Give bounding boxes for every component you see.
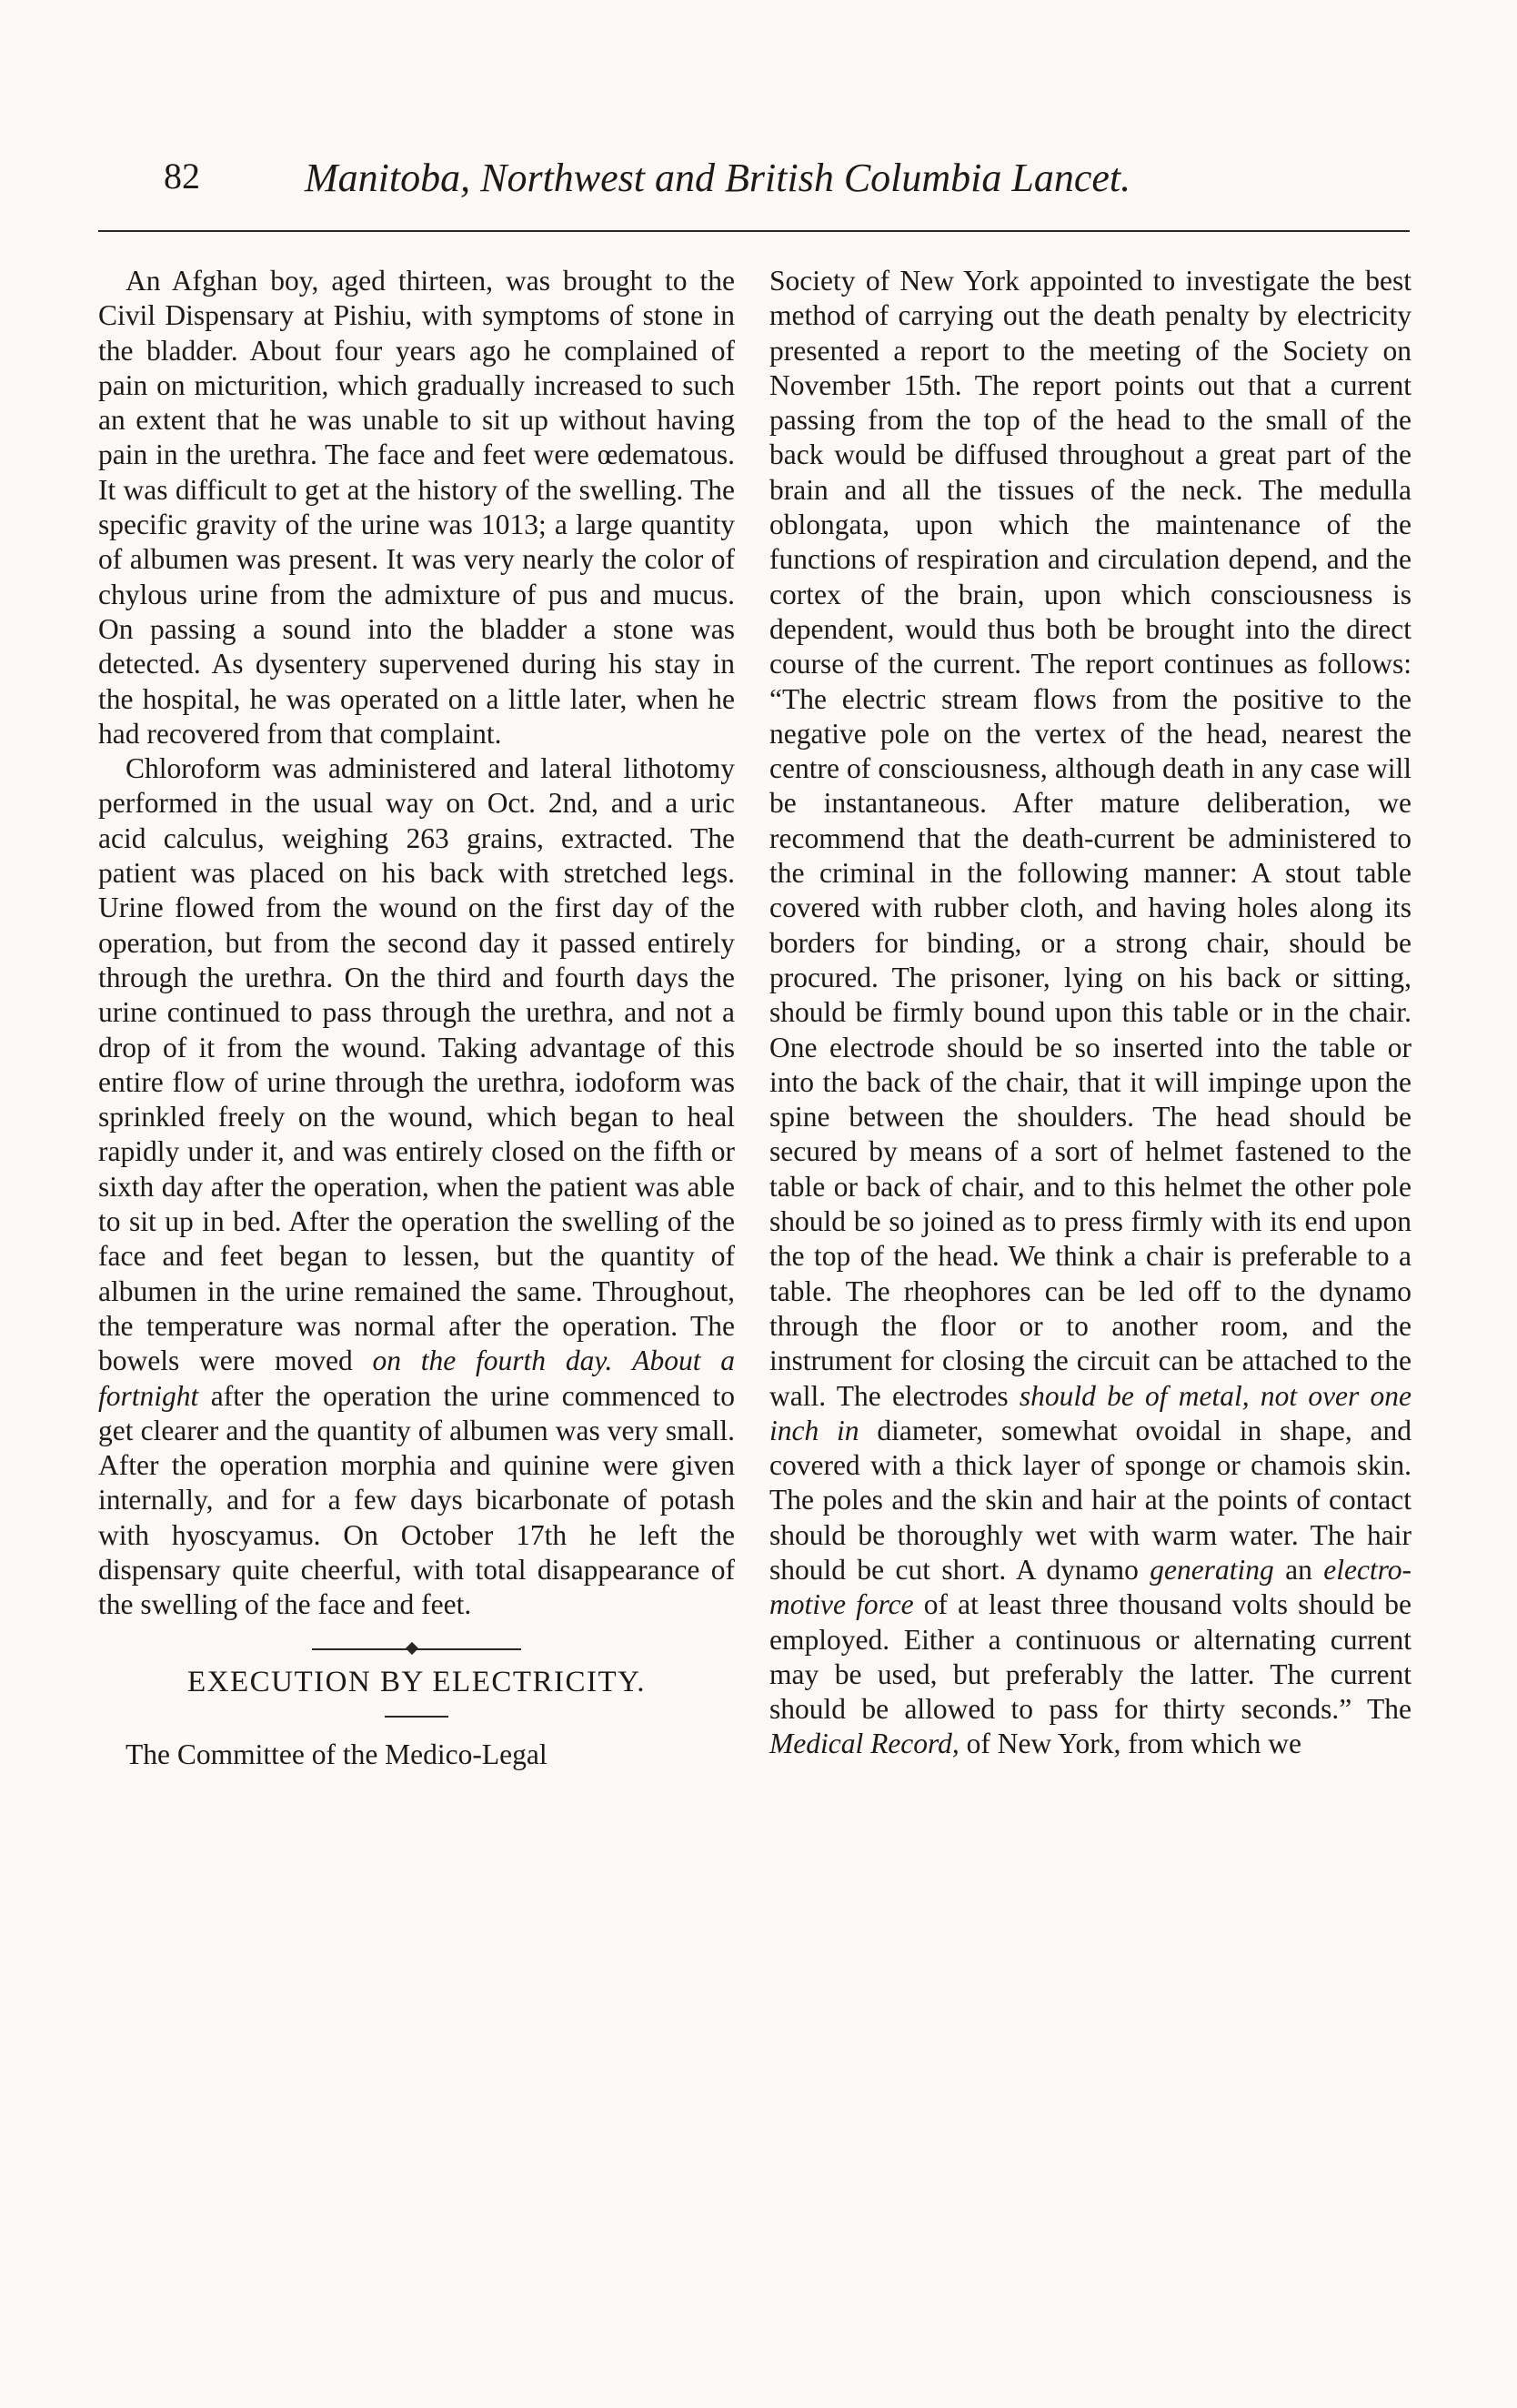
execution-text-3: an <box>1273 1553 1324 1586</box>
execution-italic-2: generating <box>1150 1553 1274 1586</box>
ornament-divider <box>312 1643 521 1656</box>
execution-text-5: of New York, from which we <box>959 1728 1301 1760</box>
medical-record-title: Medical Record, <box>769 1728 959 1760</box>
operation-italic-1: on the fourth day. <box>372 1345 613 1377</box>
section-heading: EXECUTION BY ELECTRICITY. <box>186 1665 647 1698</box>
header-rule <box>98 230 1410 232</box>
execution-italic-3: electro-motive force <box>769 1553 1412 1621</box>
execution-paragraph-continued <box>769 264 1412 1762</box>
execution-text-4: of at least three thousand volts should be employed. Either a continuous or alternating current may be used, but preferably the latter. The current should be allowed to pass for thirty seconds.” The <box>769 1588 1412 1726</box>
execution-text-2: diameter, somewhat ovoidal in shape, and covered with a thick layer of sponge or chamois skin. The poles and the skin and hair at the points of contact should be thoroughly wet with warm water. The hair should be cut short. A dynamo <box>769 1414 1412 1586</box>
running-title: Manitoba, Northwest and British Columbia Lancet. <box>305 156 1131 200</box>
operation-text-3: after the operation the urine commenced to get clearer and the quantity of albumen was very small. After the operation morphia and quinine were given internally, and for a few days bicarbonate of potash with hyoscyamus. On October 17th he left the dispensary quite cheerful, with total disappearance of the swelling of the face and feet. <box>98 1379 735 1621</box>
execution-paragraph-start: The Committee of the Medico-Legal <box>126 1738 548 1770</box>
operation-text-1: Chloroform was administered and lateral lithotomy performed in the usual way on Oct. 2nd, and a uric acid calculus, weighing 263 grains, extracted. The patient was placed on his back with stretched legs. Urine flowed from the wound on the first day of the operation, but from the second day it passed entirely through the urethra. On the third and fourth days the urine continued to pass through the urethra, and not a drop of it from the wound. Taking advantage of this entire flow of urine through the urethra, iodoform was sprinkled freely on the wound, which began to heal rapidly under it, and was entirely closed on the fifth or sixth day after the operation, when the patient was able to sit up in bed. After the operation the swelling of the face and feet began to lessen, but the quantity of albumen in the urine remained the same. Throughout, the temperature was normal after the operation. The bowels were moved <box>98 752 735 1377</box>
short-divider <box>385 1716 448 1718</box>
right-column <box>769 264 1412 1762</box>
execution-text-1: Society of New York appointed to investigate the best method of carrying out the death penalty by electricity presented a report to the meeting of the Society on November 15th. The report points out that a current passing from the top of the head to the small of the back would be diffused throughout a great part of the brain and all the tissues of the neck. The medulla oblongata, upon which the maintenance of the functions of respiration and circulation depend, and the cortex of the brain, upon which consciousness is dependent, would thus both be brought into the direct course of the current. The report continues as follows: “The electric stream flows from the positive to the negative pole on the vertex of the head, nearest the centre of consciousness, although death in any case will be instantaneous. After mature deliberation, we recommend that the death-current be administered to the criminal in the following manner: A stout table covered with rubber cloth, and having holes along its borders for binding, or a strong chair, should be procured. The prisoner, lying on his back or sitting, should be firmly bound upon this table or in the chair. One electrode should be so inserted into the table or into the back of the chair, that it will impinge upon the spine between the shoulders. The head should be secured by means of a sort of helmet fastened to the table or back of chair, and to this helmet the other pole should be so joined as to press firmly with its end upon the top of the head. We think a chair is preferable to a table. The rheophores can be led off to the dynamo through the floor or to another room, and the instrument for closing the circuit can be attached to the wall. The electrodes <box>769 265 1412 1412</box>
execution-italic-1: should be of metal, not over one inch in <box>769 1379 1412 1446</box>
operation-text-2 <box>612 1345 632 1376</box>
case-report-paragraph: An Afghan boy, aged thirteen, was brought to the Civil Dispensary at Pishiu, with symptoms of stone in the bladder. About four years ago he complained of pain on micturition, which gradually increased to such an extent that he was unable to sit up without having pain in the urethra. The face and feet were œdematous. It was difficult to get at the history of the swelling. The specific gravity of the urine was 1013; a large quantity of albumen was present. It was very nearly the color of chylous urine from the admixture of pus and mucus. On passing a sound into the bladder a stone was detected. As dysentery supervened during his stay in the hospital, he was operated on a little later, when he had recovered from that complaint. <box>98 265 735 750</box>
left-column <box>98 264 735 1772</box>
operation-paragraph <box>98 751 735 1622</box>
operation-italic-2: About a fortnight <box>98 1345 735 1412</box>
page-number: 82 <box>164 156 200 196</box>
